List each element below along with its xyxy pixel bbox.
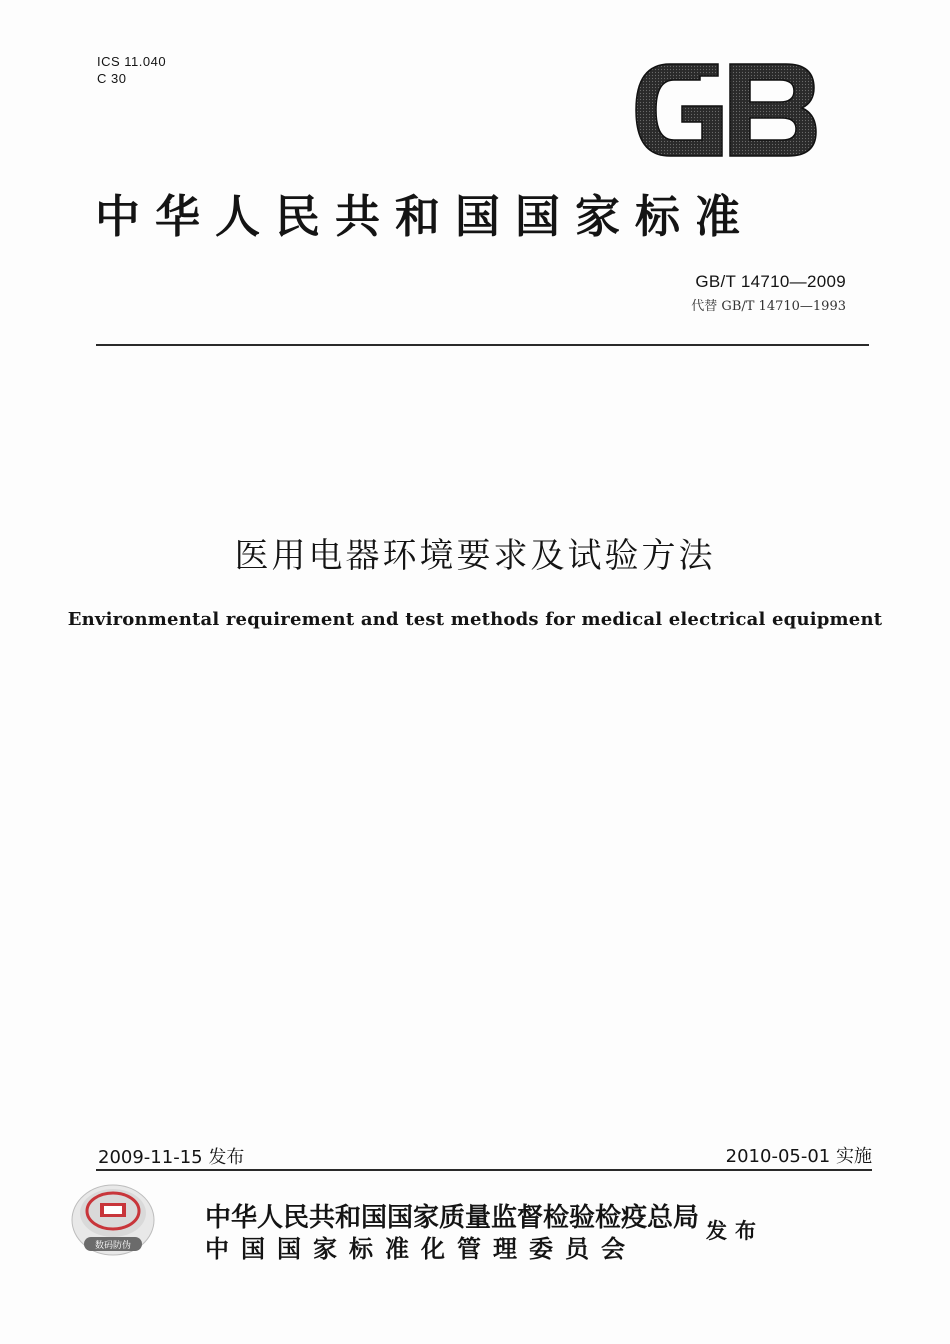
main-title: 中华人民共和国国家标准 [95, 190, 756, 243]
top-divider [96, 344, 869, 346]
ccs-code: C 30 [97, 71, 127, 86]
issue-date: 2009-11-15 发布 [98, 1147, 245, 1168]
implementation-date: 2010-05-01 实施 [725, 1146, 872, 1167]
ics-code: ICS 11.040 [97, 54, 167, 69]
bottom-divider [96, 1169, 872, 1171]
anti-counterfeit-seal-icon [70, 1183, 156, 1257]
publish-label: 发布 [706, 1218, 764, 1243]
replaces-standard: 代替 GB/T 14710—1993 [691, 299, 846, 314]
issuer-line-1: 中华人民共和国国家质量监督检验检疫总局 [205, 1203, 700, 1233]
gb-logo-text: GB [630, 62, 632, 63]
standard-number: GB/T 14710—2009 [695, 272, 846, 291]
classification-codes [97, 53, 166, 87]
seal-label: 数码防伪 [94, 1241, 132, 1251]
english-title: Environmental requirement and test methods for medical electrical equipment [67, 609, 883, 630]
gb-logo [630, 62, 820, 158]
standard-number-block [691, 272, 846, 314]
chinese-title: 医用电器环境要求及试验方法 [234, 536, 716, 576]
issuer-line-2: 中国国家标准化管理委员会 [205, 1234, 637, 1263]
